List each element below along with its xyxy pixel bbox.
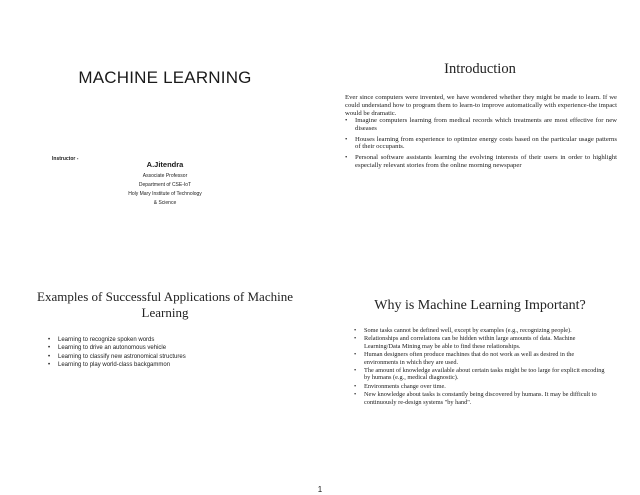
list-item-text: Learning to drive an autonomous vehicle <box>58 345 167 352</box>
bullet-icon: • <box>354 382 357 390</box>
intro-paragraph: Ever since computers were invented, we have wondered whether they might be made to learn. If we could understand how to program them to learn-to improve automatically with experience-the impact would be dramatic. <box>345 94 617 117</box>
page-number: 1 <box>317 485 323 494</box>
instructor-department: Department of CSE-IoT <box>138 182 192 188</box>
bullet-icon: • <box>345 135 348 143</box>
slide-heading: Why is Machine Learning Important? <box>374 298 586 313</box>
bullet-icon: • <box>48 345 51 352</box>
slide-applications <box>0 248 320 478</box>
list-item-text: Environments change over time. <box>364 382 446 390</box>
list-item <box>345 154 617 170</box>
list-item <box>354 351 609 366</box>
list-item <box>345 117 617 133</box>
instructor-label: Instructor - <box>52 156 79 162</box>
list-item-text: The amount of knowledge available about certain tasks might be too large for explicit encoding by humans (e.g., medical diagnostic). <box>364 367 605 382</box>
importance-bullet-list <box>354 327 609 407</box>
bullet-icon: • <box>354 351 357 359</box>
instructor-institute-cont: & Science <box>153 200 177 206</box>
slide-heading: Introduction <box>444 61 516 77</box>
list-item <box>354 391 609 406</box>
list-item <box>48 354 308 362</box>
applications-bullet-list <box>48 337 308 371</box>
list-item <box>354 367 609 382</box>
list-item <box>48 345 308 353</box>
list-item-text: Relationships and correlations can be hidden within large amounts of data. Machine Learning/Data Mining may be able to find these relationships. <box>364 335 576 350</box>
bullet-icon: • <box>48 362 51 369</box>
bullet-icon: • <box>354 327 357 334</box>
bullet-icon: • <box>345 117 348 124</box>
list-item <box>345 136 617 152</box>
list-item <box>48 337 308 345</box>
list-item <box>48 362 308 370</box>
list-item-text: Learning to play world-class backgammon <box>58 362 171 369</box>
bullet-icon: • <box>354 391 357 399</box>
bullet-icon: • <box>345 154 348 162</box>
bullet-icon: • <box>354 335 357 343</box>
slide-title <box>0 0 320 247</box>
list-item-text: New knowledge about tasks is constantly being discovered by humans. It may be difficult to continuously re-design systems "by hand". <box>364 391 597 406</box>
intro-bullet-list <box>345 117 617 173</box>
list-item <box>354 335 609 350</box>
bullet-icon: • <box>48 353 51 360</box>
presentation-title: MACHINE LEARNING <box>78 68 252 87</box>
bullet-icon: • <box>48 337 51 343</box>
list-item-text: Personal software assistants learning the evolving interests of their users in order to highlight especially relevant stories from the online morning newspaper <box>355 154 617 169</box>
slide-introduction <box>320 0 640 247</box>
list-item-text: Imagine computers learning from medical records which treatments are most effective for new diseases <box>355 117 617 132</box>
slide-heading: Examples of Successful Applications of Machine Learning <box>37 289 293 320</box>
list-item-text: Human designers often produce machines that do not work as well as desired in the environments in which they are used. <box>364 351 575 366</box>
slide-importance <box>320 248 640 478</box>
list-item <box>354 327 609 334</box>
bullet-icon: • <box>354 367 357 375</box>
list-item-text: Learning to classify new astronomical structures <box>58 353 186 360</box>
instructor-institute: Holy Mary Institute of Technology <box>128 191 202 197</box>
list-item-text: Some tasks cannot be defined well, except by examples (e.g., recognizing people). <box>364 327 572 334</box>
list-item <box>354 383 609 390</box>
instructor-position: Associate Professor <box>142 173 188 179</box>
instructor-name: A.Jitendra <box>146 160 184 169</box>
list-item-text: Houses learning from experience to optimize energy costs based on the particular usage patterns of their occupants. <box>355 135 617 151</box>
list-item-text: Learning to recognize spoken words <box>58 337 155 343</box>
